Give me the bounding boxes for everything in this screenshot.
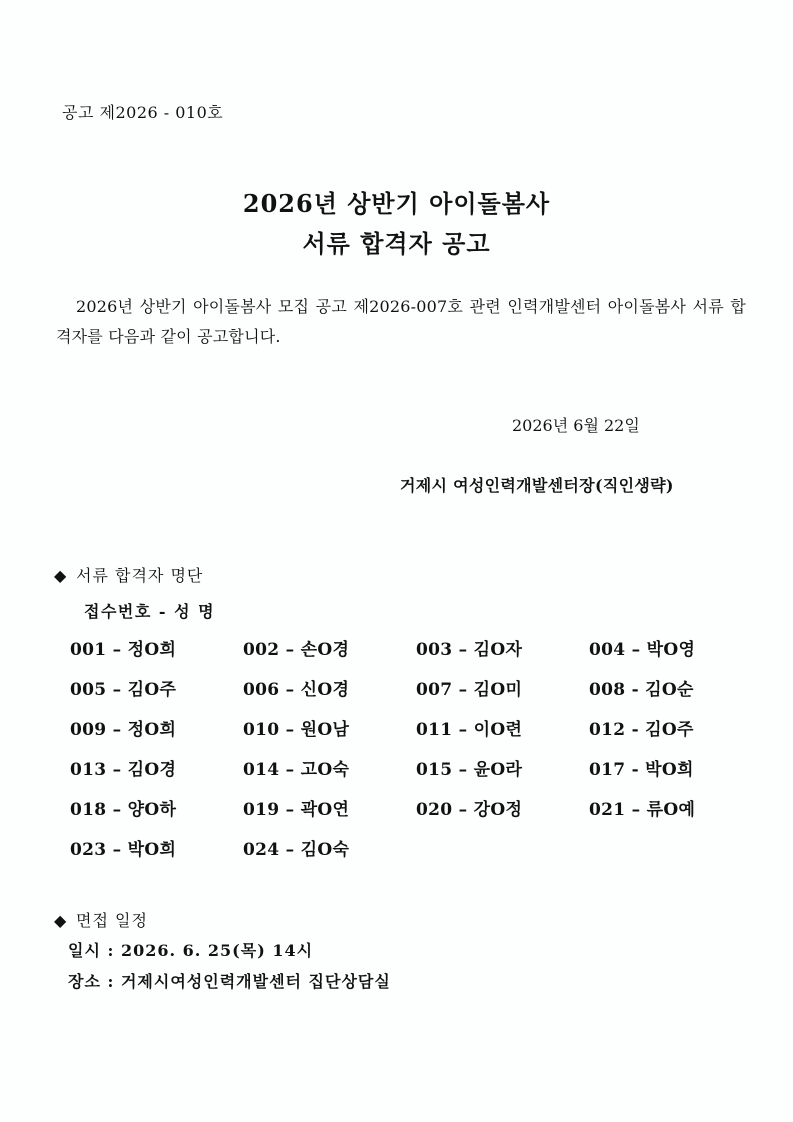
diamond-bullet-icon: ◆ bbox=[54, 911, 68, 930]
list-item: 005 – 김O주 bbox=[70, 680, 177, 700]
section-heading-text: 서류 합격자 명단 bbox=[76, 566, 204, 585]
list-item: 024 – 김O숙 bbox=[243, 840, 350, 860]
list-item: 019 – 곽O연 bbox=[243, 800, 350, 820]
issuer-signature: 거제시 여성인력개발센터장(직인생략) bbox=[400, 476, 674, 495]
list-item: 001 – 정O희 bbox=[70, 640, 177, 660]
section-heading-text: 면접 일정 bbox=[76, 911, 148, 930]
list-item: 020 – 강O정 bbox=[416, 800, 523, 820]
list-item: 002 – 손O경 bbox=[243, 640, 350, 660]
list-item: 004 – 박O영 bbox=[589, 640, 696, 660]
notice-date: 2026년 6월 22일 bbox=[512, 416, 640, 435]
list-item: 018 – 양O하 bbox=[70, 800, 177, 820]
list-item: 010 – 원O남 bbox=[243, 720, 350, 740]
list-item: 021 – 류O예 bbox=[589, 800, 696, 820]
intro-paragraph: 2026년 상반기 아이돌봄사 모집 공고 제2026-007호 관련 인력개발센터 아이돌봄사 서류 합격자를 다음과 같이 공고합니다. bbox=[56, 297, 746, 346]
list-item: 009 – 정O희 bbox=[70, 720, 177, 740]
notice-number: 공고 제2026 - 010호 bbox=[62, 103, 224, 122]
list-item: 017 - 박O희 bbox=[589, 760, 694, 780]
list-item: 023 – 박O희 bbox=[70, 840, 177, 860]
diamond-bullet-icon: ◆ bbox=[54, 566, 68, 585]
list-item: 007 – 김O미 bbox=[416, 680, 523, 700]
section-heading-passers bbox=[54, 563, 203, 586]
list-item: 003 – 김O자 bbox=[416, 640, 523, 660]
document-title bbox=[0, 184, 793, 264]
list-item: 012 - 김O주 bbox=[589, 720, 694, 740]
list-item: 008 - 김O순 bbox=[589, 680, 694, 700]
list-column-heading: 접수번호 - 성 명 bbox=[84, 602, 216, 621]
title-line-1: 2026년 상반기 아이돌봄사 bbox=[242, 189, 551, 218]
passer-list bbox=[70, 636, 750, 876]
list-item: 015 – 윤O라 bbox=[416, 760, 523, 780]
list-item: 011 – 이O련 bbox=[416, 720, 523, 740]
list-item: 013 – 김O경 bbox=[70, 760, 177, 780]
section-heading-interview bbox=[54, 908, 148, 931]
list-item: 014 – 고O숙 bbox=[243, 760, 350, 780]
title-line-2: 서류 합격자 공고 bbox=[302, 229, 491, 258]
interview-datetime: 일시 : 2026. 6. 25(목) 14시 bbox=[68, 941, 314, 960]
interview-location: 장소 : 거제시여성인력개발센터 집단상담실 bbox=[68, 972, 391, 991]
list-item: 006 – 신O경 bbox=[243, 680, 350, 700]
